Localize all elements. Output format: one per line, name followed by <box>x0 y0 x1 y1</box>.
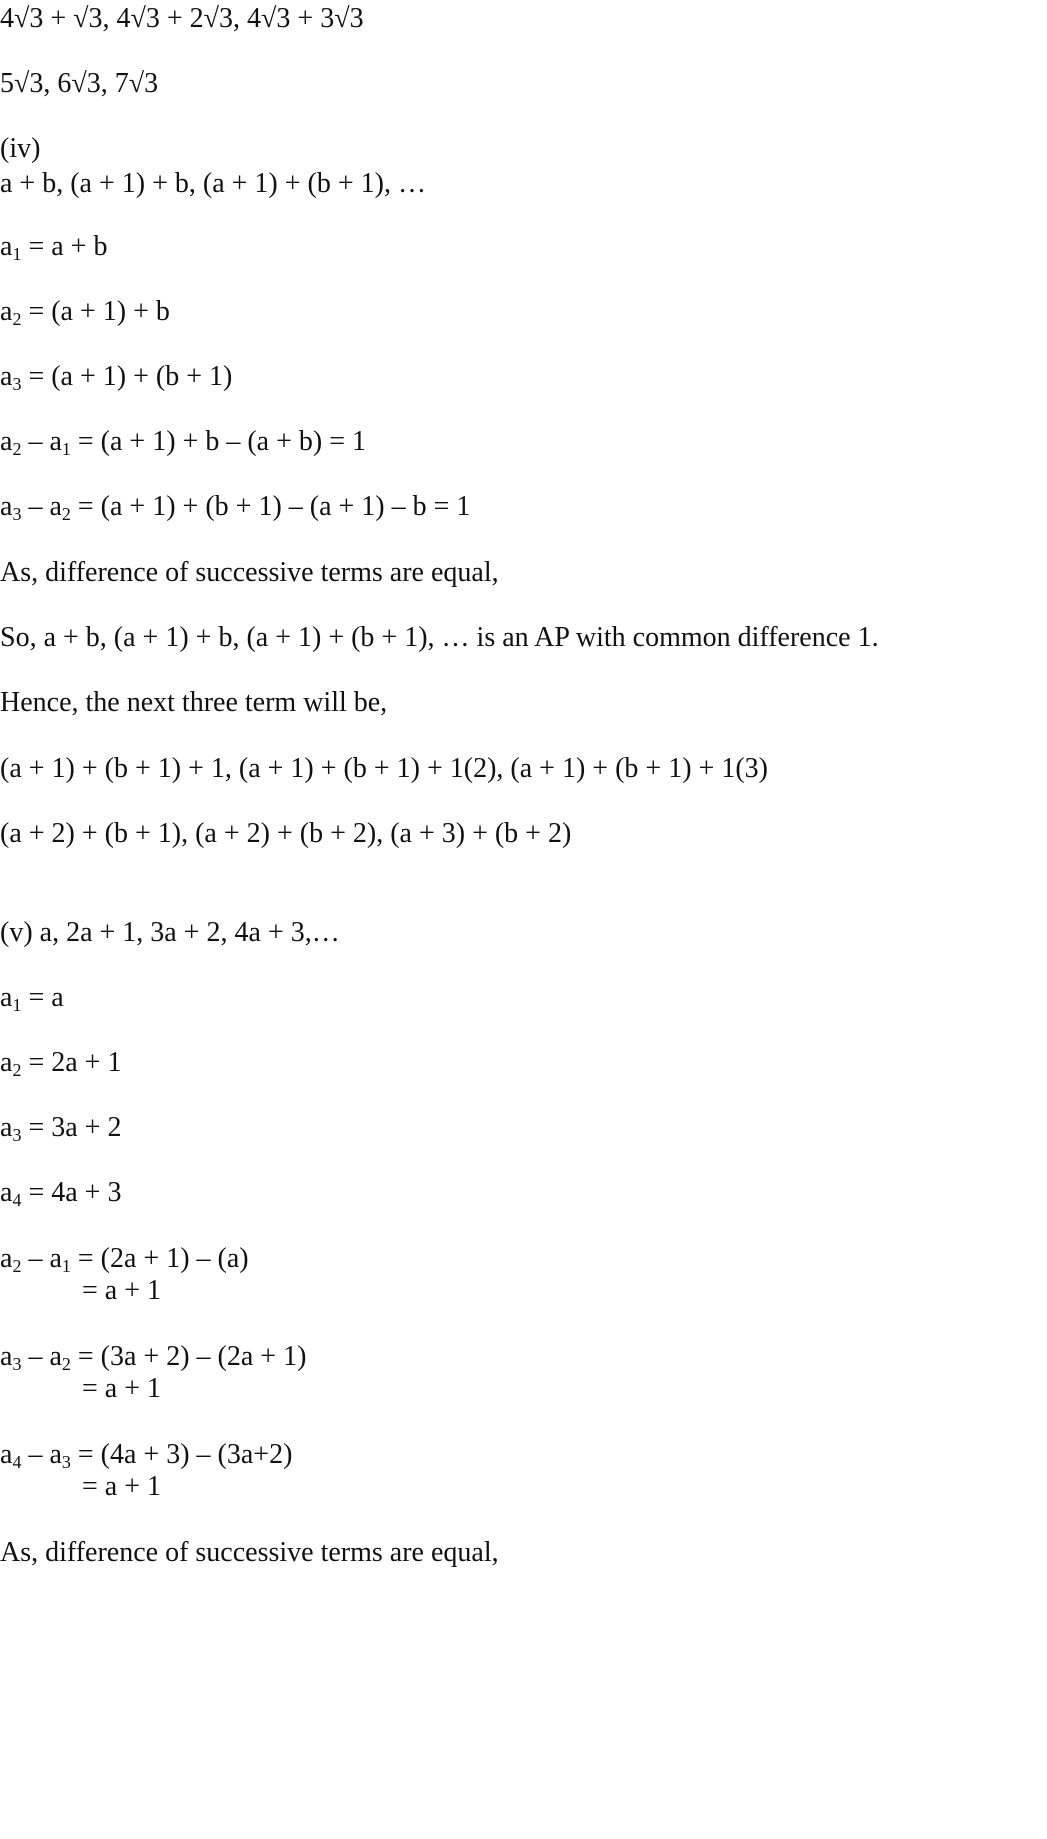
expression-line: 4√3 + √3, 4√3 + 2√3, 4√3 + 3√3 <box>0 3 364 34</box>
expression-line: (a + 1) + (b + 1) + 1, (a + 1) + (b + 1) + 1(2), (a + 1) + (b + 1) + 1(3) <box>0 753 768 784</box>
term-equation: $a_3 = 3a + 2$ <box>0 1112 122 1145</box>
difference-result: = a + 1 <box>82 1471 162 1502</box>
difference-result: = a + 1 <box>82 1373 162 1404</box>
term-equation: $a_1 = a$ <box>0 982 64 1015</box>
difference-result: = a + 1 <box>82 1275 162 1306</box>
difference-equation: $a_3 - a_2 = (a + 1) + (b + 1) - (a + 1) - b = 1$ <box>0 491 471 524</box>
expression-line: 5√3, 6√3, 7√3 <box>0 68 159 99</box>
term-equation: $a_1 = a + b$ <box>0 231 108 264</box>
difference-equation: $a_2 - a_1 = (2a + 1) - (a)$ <box>0 1243 249 1276</box>
sequence-line: a + b, (a + 1) + b, (a + 1) + (b + 1), … <box>0 168 426 199</box>
term-equation: $a_2 = (a + 1) + b$ <box>0 296 170 329</box>
statement-line: As, difference of successive terms are equal, <box>0 557 499 588</box>
statement-line: As, difference of successive terms are equal, <box>0 1537 499 1568</box>
expression-line: (a + 2) + (b + 1), (a + 2) + (b + 2), (a + 3) + (b + 2) <box>0 818 572 849</box>
part-label: (iv) <box>0 133 41 164</box>
part-label: (v) a, 2a + 1, 3a + 2, 4a + 3,… <box>0 917 340 948</box>
statement-line: Hence, the next three term will be, <box>0 687 388 718</box>
difference-equation: $a_4 - a_3 = (4a + 3) - (3a+2)$ <box>0 1439 293 1472</box>
difference-equation: $a_2 - a_1 = (a + 1) + b - (a + b) = 1$ <box>0 426 366 459</box>
term-equation: $a_4 = 4a + 3$ <box>0 1177 122 1210</box>
term-equation: $a_3 = (a + 1) + (b + 1)$ <box>0 361 233 394</box>
term-equation: $a_2 = 2a + 1$ <box>0 1047 122 1080</box>
difference-equation: $a_3 - a_2 = (3a + 2) - (2a + 1)$ <box>0 1341 307 1374</box>
statement-line: So, a + b, (a + 1) + b, (a + 1) + (b + 1), … is an AP with common difference 1. <box>0 622 879 653</box>
